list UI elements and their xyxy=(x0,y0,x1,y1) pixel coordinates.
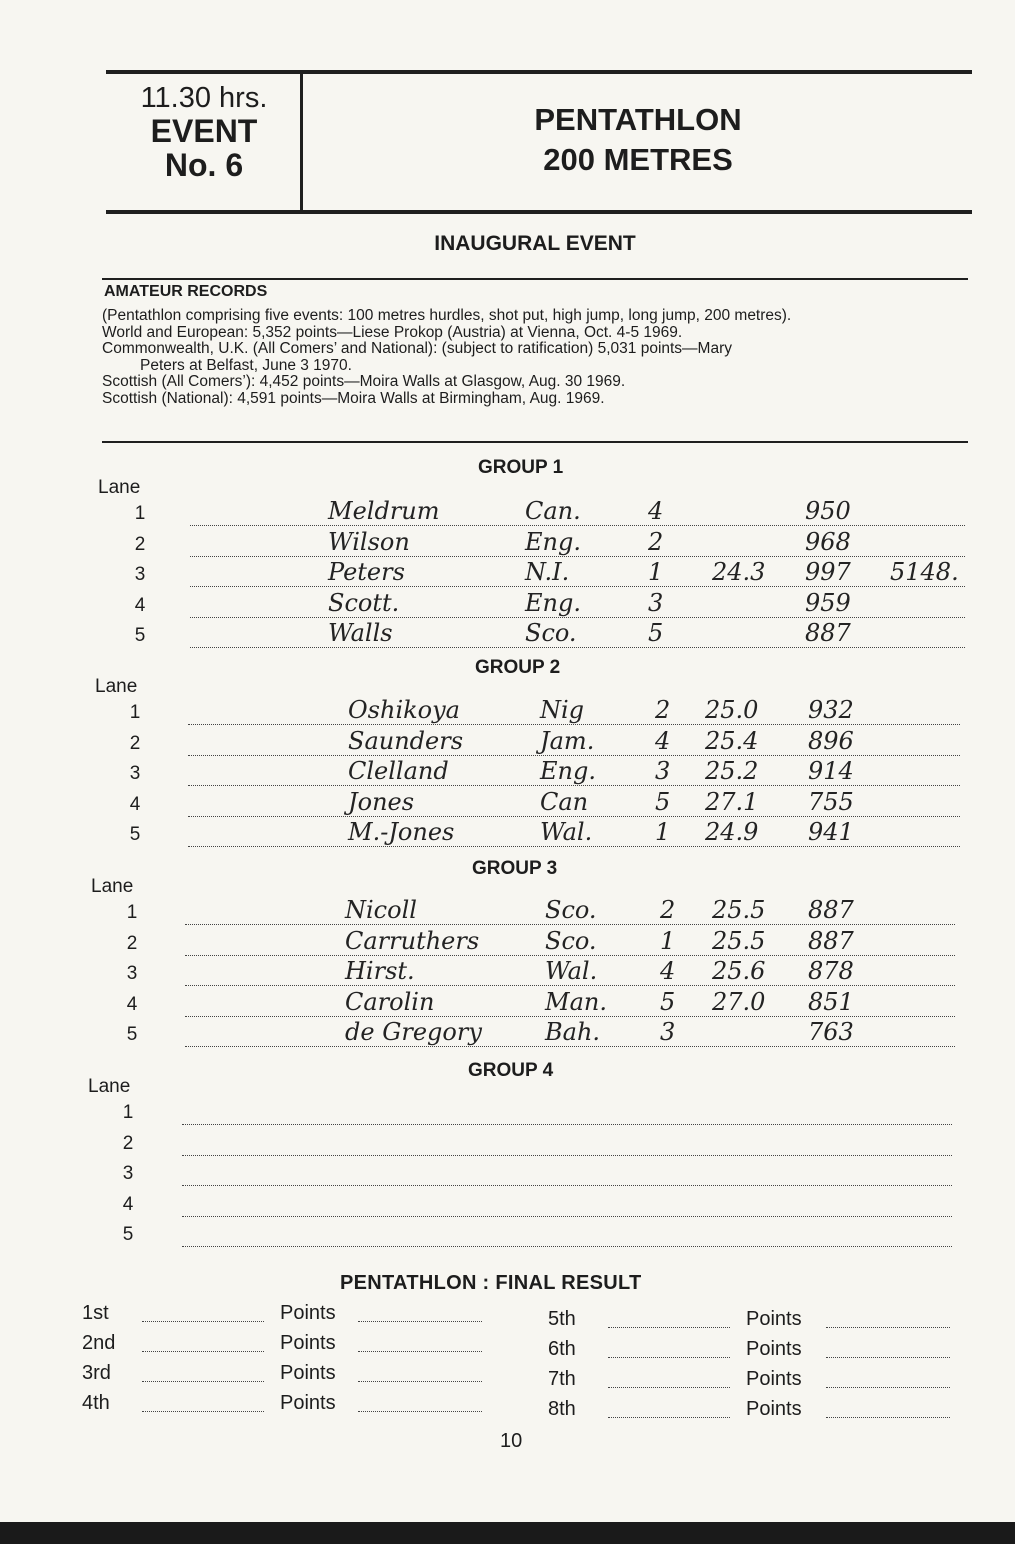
handwritten-time: 24.9 xyxy=(705,818,759,846)
handwritten-points: 896 xyxy=(808,726,854,755)
final-place-label: 1st xyxy=(82,1302,109,1324)
entry-dotted-line[interactable] xyxy=(188,846,960,847)
final-points-label: Points xyxy=(280,1302,336,1324)
lane-number: 4 xyxy=(122,1193,134,1215)
handwritten-points: 763 xyxy=(808,1018,854,1046)
handwritten-name: Oshikoya xyxy=(348,696,460,724)
entry-dotted-line[interactable] xyxy=(188,755,960,756)
entry-dotted-line[interactable] xyxy=(188,724,960,725)
handwritten-points: 878 xyxy=(808,957,854,985)
entry-dotted-line[interactable] xyxy=(185,1016,955,1017)
handwritten-name: Scott. xyxy=(328,588,400,617)
final-name-line[interactable] xyxy=(142,1321,264,1322)
group-title: GROUP 1 xyxy=(478,457,564,478)
handwritten-name: Hirst. xyxy=(345,957,415,985)
handwritten-total: 5148. xyxy=(890,558,959,586)
final-name-line[interactable] xyxy=(608,1387,730,1388)
lane-number: 2 xyxy=(129,732,141,754)
final-points-line[interactable] xyxy=(826,1357,950,1358)
final-points-label: Points xyxy=(280,1362,336,1384)
lane-column-label: Lane xyxy=(98,477,141,498)
final-points-label: Points xyxy=(280,1332,336,1354)
handwritten-name: Peters xyxy=(328,558,405,586)
handwritten-country: Man. xyxy=(545,987,607,1016)
handwritten-name: Clelland xyxy=(348,757,449,785)
lane-column-label: Lane xyxy=(88,1076,131,1097)
handwritten-country: Nig xyxy=(540,696,585,724)
final-place-label: 5th xyxy=(548,1308,576,1330)
lane-number: 2 xyxy=(134,533,146,555)
records-line: (Pentathlon comprising five events: 100 metres hurdles, shot put, high jump, long jump, 200 metres). xyxy=(102,307,792,324)
records-top-rule xyxy=(102,278,968,280)
handwritten-place: 4 xyxy=(660,957,676,985)
handwritten-points: 914 xyxy=(808,757,854,785)
lane-number: 5 xyxy=(134,625,146,646)
event-number: No. 6 xyxy=(164,147,244,183)
entry-dotted-line[interactable] xyxy=(182,1185,952,1186)
handwritten-points: 851 xyxy=(808,987,854,1016)
lane-number: 4 xyxy=(129,793,141,815)
handwritten-time: 27.1 xyxy=(705,787,759,816)
event-time: 11.30 hrs. xyxy=(140,82,268,114)
handwritten-points: 968 xyxy=(805,527,851,556)
entry-dotted-line[interactable] xyxy=(182,1216,952,1217)
lane-number: 1 xyxy=(129,702,141,723)
handwritten-country: Sco. xyxy=(545,896,597,924)
final-name-line[interactable] xyxy=(608,1327,730,1328)
final-place-label: 2nd xyxy=(82,1332,116,1354)
handwritten-place: 2 xyxy=(660,896,676,924)
handwritten-points: 959 xyxy=(805,588,851,617)
records-line: Commonwealth, U.K. (All Comers’ and National): (subject to ratification) 5,031 points—Mary xyxy=(102,340,733,357)
lane-number: 1 xyxy=(122,1102,134,1123)
lane-number: 4 xyxy=(134,594,146,616)
handwritten-time: 25.2 xyxy=(705,757,759,785)
handwritten-time: 25.5 xyxy=(712,896,766,924)
final-name-line[interactable] xyxy=(142,1381,264,1382)
final-place-label: 3rd xyxy=(82,1362,111,1384)
handwritten-country: Can. xyxy=(525,497,581,525)
handwritten-time: 25.5 xyxy=(712,926,766,955)
final-points-line[interactable] xyxy=(826,1417,950,1418)
final-points-line[interactable] xyxy=(826,1387,950,1388)
handwritten-place: 5 xyxy=(660,987,676,1016)
final-points-line[interactable] xyxy=(826,1327,950,1328)
handwritten-country: Eng. xyxy=(540,757,596,785)
final-place-label: 4th xyxy=(82,1392,110,1414)
handwritten-country: Eng. xyxy=(525,527,581,556)
handwritten-country: Wal. xyxy=(540,818,593,846)
entry-dotted-line[interactable] xyxy=(190,617,965,618)
final-points-label: Points xyxy=(746,1308,802,1330)
final-name-line[interactable] xyxy=(142,1411,264,1412)
entry-dotted-line[interactable] xyxy=(185,1046,955,1047)
handwritten-place: 1 xyxy=(660,926,676,955)
final-points-label: Points xyxy=(746,1398,802,1420)
handwritten-points: 997 xyxy=(805,558,851,586)
records-heading: AMATEUR RECORDS xyxy=(104,283,268,300)
event-title-line2: 200 METRES xyxy=(543,142,733,177)
handwritten-name: Saunders xyxy=(348,726,464,755)
final-points-line[interactable] xyxy=(358,1411,482,1412)
handwritten-place: 1 xyxy=(648,558,664,586)
handwritten-country: Sco. xyxy=(545,926,597,955)
final-result-title: PENTATHLON : FINAL RESULT xyxy=(340,1272,642,1294)
handwritten-time: 27.0 xyxy=(712,987,766,1016)
lane-number: 5 xyxy=(122,1224,134,1245)
event-title-line1: PENTATHLON xyxy=(534,102,742,137)
handwritten-name: Carruthers xyxy=(345,926,480,955)
handwritten-name: de Gregory xyxy=(345,1018,482,1046)
lane-number: 5 xyxy=(129,824,141,845)
scan-edge-shadow xyxy=(0,1522,1015,1544)
handwritten-country: Jam. xyxy=(540,726,595,755)
handwritten-country: Eng. xyxy=(525,588,581,617)
lane-number: 4 xyxy=(126,993,138,1015)
handwritten-name: Meldrum xyxy=(328,497,440,525)
handwritten-time: 25.0 xyxy=(705,696,759,724)
handwritten-name: Wilson xyxy=(328,527,410,556)
final-points-line[interactable] xyxy=(358,1321,482,1322)
records-text xyxy=(102,308,968,407)
final-points-label: Points xyxy=(746,1368,802,1390)
entry-dotted-line[interactable] xyxy=(185,985,955,986)
handwritten-name: Jones xyxy=(348,787,415,816)
lane-number: 3 xyxy=(134,564,146,585)
entry-dotted-line[interactable] xyxy=(182,1155,952,1156)
lane-number: 1 xyxy=(134,503,146,524)
handwritten-name: Walls xyxy=(328,619,393,647)
final-place-label: 6th xyxy=(548,1338,576,1360)
group-title: GROUP 4 xyxy=(468,1060,554,1081)
inaugural-event-label: INAUGURAL EVENT xyxy=(434,232,636,255)
handwritten-place: 3 xyxy=(660,1018,676,1046)
handwritten-place: 2 xyxy=(648,527,664,556)
handwritten-country: Wal. xyxy=(545,957,598,985)
handwritten-place: 3 xyxy=(655,757,671,785)
lane-number: 3 xyxy=(126,963,138,984)
handwritten-place: 3 xyxy=(648,588,664,617)
entry-dotted-line[interactable] xyxy=(190,647,965,648)
entry-dotted-line[interactable] xyxy=(185,924,955,925)
handwritten-country: Sco. xyxy=(525,619,577,647)
handwritten-place: 5 xyxy=(655,787,671,816)
lane-number: 2 xyxy=(126,932,138,954)
group-title: GROUP 3 xyxy=(472,858,558,879)
handwritten-points: 755 xyxy=(808,787,854,816)
lane-column-label: Lane xyxy=(95,676,138,697)
entry-dotted-line[interactable] xyxy=(190,525,965,526)
handwritten-place: 1 xyxy=(655,818,671,846)
handwritten-time: 25.6 xyxy=(712,957,766,985)
handwritten-points: 887 xyxy=(808,926,854,955)
handwritten-place: 5 xyxy=(648,619,664,647)
entry-dotted-line[interactable] xyxy=(182,1124,952,1125)
handwritten-points: 932 xyxy=(808,696,854,724)
event-info xyxy=(108,82,300,182)
handwritten-name: Nicoll xyxy=(345,896,417,924)
header-top-rule xyxy=(106,70,972,74)
handwritten-country: Bah. xyxy=(545,1018,601,1046)
final-name-line[interactable] xyxy=(608,1417,730,1418)
records-line: Scottish (All Comers’): 4,452 points—Moira Walls at Glasgow, Aug. 30 1969. xyxy=(102,373,626,390)
lane-number: 1 xyxy=(126,902,138,923)
entry-dotted-line[interactable] xyxy=(190,586,965,587)
handwritten-points: 950 xyxy=(805,497,851,525)
lane-column-label: Lane xyxy=(91,876,134,897)
final-place-label: 8th xyxy=(548,1398,576,1420)
handwritten-place: 2 xyxy=(655,696,671,724)
lane-number: 5 xyxy=(126,1024,138,1045)
entry-dotted-line[interactable] xyxy=(188,816,960,817)
final-points-label: Points xyxy=(280,1392,336,1414)
records-line: World and European: 5,352 points—Liese Prokop (Austria) at Vienna, Oct. 4-5 1969. xyxy=(102,323,683,341)
lane-number: 3 xyxy=(122,1163,134,1184)
entry-dotted-line[interactable] xyxy=(182,1246,952,1247)
lane-number: 2 xyxy=(122,1132,134,1154)
entry-dotted-line[interactable] xyxy=(185,955,955,956)
final-name-line[interactable] xyxy=(608,1357,730,1358)
final-points-line[interactable] xyxy=(358,1351,482,1352)
records-line: Peters at Belfast, June 3 1970. xyxy=(140,356,352,374)
handwritten-points: 941 xyxy=(808,818,854,846)
lane-number: 3 xyxy=(129,763,141,784)
handwritten-name: M.-Jones xyxy=(348,818,455,846)
entry-dotted-line[interactable] xyxy=(188,785,960,786)
event-title xyxy=(303,100,973,180)
group-title: GROUP 2 xyxy=(475,657,561,678)
final-points-line[interactable] xyxy=(358,1381,482,1382)
handwritten-name: Carolin xyxy=(345,987,435,1016)
event-label: EVENT xyxy=(150,113,258,149)
final-name-line[interactable] xyxy=(142,1351,264,1352)
header-bottom-rule xyxy=(106,210,972,214)
handwritten-place: 4 xyxy=(655,726,671,755)
final-place-label: 7th xyxy=(548,1368,576,1390)
records-line: Scottish (National): 4,591 points—Moira Walls at Birmingham, Aug. 1969. xyxy=(102,389,605,407)
handwritten-time: 24.3 xyxy=(712,558,766,586)
final-points-label: Points xyxy=(746,1338,802,1360)
page-number: 10 xyxy=(500,1430,523,1452)
handwritten-country: Can xyxy=(540,787,589,816)
handwritten-time: 25.4 xyxy=(705,726,759,755)
handwritten-place: 4 xyxy=(648,497,664,525)
handwritten-country: N.I. xyxy=(525,558,570,586)
records-bottom-rule xyxy=(102,441,968,443)
handwritten-points: 887 xyxy=(805,619,851,647)
entry-dotted-line[interactable] xyxy=(190,556,965,557)
handwritten-points: 887 xyxy=(808,896,854,924)
